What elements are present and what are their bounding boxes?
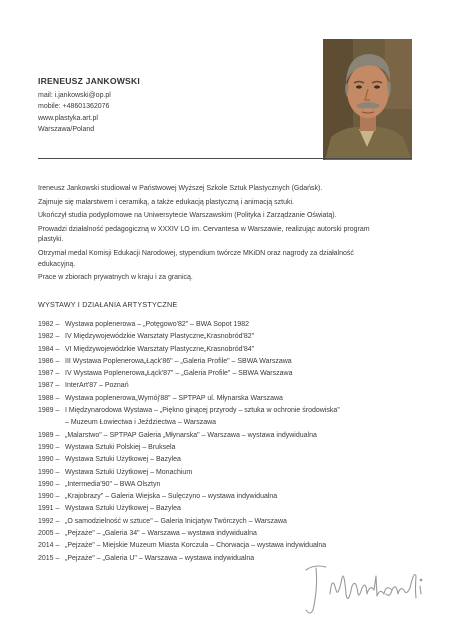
list-item-year: 2014 –	[38, 542, 60, 550]
list-item-year: 1987 –	[38, 370, 60, 378]
list-item-year: 2015 –	[38, 554, 60, 562]
list-item-text: Wystawa Sztuki Użytkowej – Bazylea	[65, 456, 181, 464]
list-item	[38, 491, 428, 503]
list-item	[38, 319, 428, 331]
list-item-year: 1990 –	[38, 443, 60, 451]
list-item-text: VI Międzywojewódzkie Warsztaty Plastyczne„Krasnobród'84"	[65, 345, 255, 353]
list-item-text: – Muzeum Łowiectwa i Jeździectwa – Warszawa	[65, 419, 217, 427]
list-item	[38, 528, 428, 540]
bio-paragraph: Ireneusz Jankowski studiował w Państwowej Wyższej Szkole Sztuk Plastycznych (Gdańsk).	[38, 185, 323, 192]
list-item	[38, 380, 428, 392]
list-item-year: 2005 –	[38, 530, 60, 538]
bio-paragraph: Otrzymał medal Komisji Edukacji Narodowej, stypendium twórcze MKiDN oraz nagrody za działalność edukacyjną.	[38, 249, 354, 268]
list-item-text: IV Wystawa Poplenerowa„Łąck'87" – „Galeria Profile" – SBWA Warszawa	[65, 370, 293, 378]
list-item-text: „Pejzaże" – Miejskie Muzeum Miasta Korczula – Chorwacja – wystawa indywidualna	[65, 542, 327, 550]
header-divider	[38, 158, 412, 159]
portrait-photo	[323, 39, 412, 160]
list-item-text: Wystawa Sztuki Użytkowej – Bazylea	[65, 505, 181, 513]
list-item-year: 1990 –	[38, 480, 60, 488]
list-item	[38, 442, 428, 454]
list-item-year: 1984 –	[38, 345, 60, 353]
bio-paragraph: Zajmuje się malarstwem i ceramiką, a także edukacją plastyczną i animacją sztuki.	[38, 198, 294, 206]
list-item-year: 1990 –	[38, 456, 60, 464]
list-item-text: „O samodzielność w sztuce" – Galeria Inicjatyw Twórczych – Warszawa	[65, 517, 287, 525]
list-item	[38, 454, 428, 466]
contact-block	[38, 90, 111, 136]
list-item-year: 1991 –	[38, 505, 60, 513]
bio-paragraph: Prowadzi działalność pedagogiczną w XXXIV LO im. Cervantesa w Warszawie, realizując autorski program plastyki.	[38, 225, 370, 244]
list-item	[38, 540, 428, 552]
contact-mail: mail: i.jankowski@op.pl	[38, 92, 111, 99]
list-item-text: „Krajobrazy" – Galeria Wiejska – Sulęczyno – wystawa indywidualna	[65, 493, 278, 501]
list-item-year: 1989 –	[38, 431, 60, 439]
list-item	[38, 516, 428, 528]
contact-location: Warszawa/Poland	[38, 126, 95, 134]
list-item	[38, 430, 428, 442]
list-item-year	[38, 417, 65, 429]
list-item	[38, 368, 428, 380]
list-item	[38, 356, 428, 368]
list-item-year: 1987 –	[38, 382, 60, 390]
list-item	[38, 405, 428, 417]
list-item-text: „Pejzaże" – „Galeria 34" – Warszawa – wystawa indywidualna	[65, 530, 257, 538]
list-item	[38, 503, 428, 515]
list-item-text: Wystawa poplenerowa – „Potęgowo'82" – BWA Sopot 1982	[65, 321, 250, 328]
list-item-year: 1982 –	[38, 321, 60, 328]
list-item-year: 1989 –	[38, 407, 60, 415]
list-item-year: 1990 –	[38, 493, 60, 501]
list-item-year: 1986 –	[38, 357, 60, 365]
list-item-text: Wystawa Sztuki Polskiej – Bruksela	[65, 443, 176, 451]
list-item	[38, 331, 428, 343]
list-item-year: 1990 –	[38, 468, 60, 476]
bio-paragraph: Ukończył studia podyplomowe na Uniwersytecie Warszawskim (Polityka i Zarządzanie Oświatą).	[38, 212, 337, 220]
list-item	[38, 479, 428, 491]
list-item-text: III Wystawa Poplenerowa„Łąck'86" – „Galeria Profile" – SBWA Warszawa	[65, 357, 292, 365]
list-item-text: „Intermedia'90" – BWA Olsztyn	[65, 480, 161, 488]
list-item-text: „Malarstwo" – SPTPAP Galeria „Młynarska" – Warszawa – wystawa indywidualna	[65, 431, 317, 439]
list-item	[38, 393, 428, 405]
list-item-text: Wystawa poplenerowa„Wymój'88" – SPTPAP ul. Młynarska Warszawa	[65, 394, 283, 402]
bio-paragraph: Prace w zbiorach prywatnych w kraju i za granicą.	[38, 274, 193, 282]
contact-website: www.plastyka.art.pl	[38, 114, 98, 122]
list-item-text: InterArt'87 – Poznań	[65, 382, 129, 390]
list-item-text: „Pejzaże" – „Galeria U" – Warszawa – wystawa indywidualna	[65, 554, 255, 562]
list-item	[38, 417, 428, 429]
list-item-text: Wystawa Sztuki Użytkowej – Monachium	[65, 468, 193, 476]
list-item-year: 1988 –	[38, 394, 60, 402]
contact-mobile: mobile: +48601362076	[38, 103, 110, 111]
exhibition-list	[38, 319, 428, 565]
bio-block	[38, 184, 378, 287]
list-item	[38, 467, 428, 479]
section-title: WYSTAWY I DZIAŁANIA ARTYSTYCZNE	[38, 300, 178, 309]
person-name: IRENEUSZ JANKOWSKI	[38, 76, 140, 86]
handwritten-signature	[300, 560, 440, 620]
list-item-year: 1982 –	[38, 333, 60, 341]
list-item	[38, 344, 428, 356]
list-item-text: IV Międzywojewódzkie Warsztaty Plastyczne„Krasnobród'82"	[65, 333, 255, 341]
list-item-year: 1992 –	[38, 517, 60, 525]
list-item-text: I Międzynarodowa Wystawa – „Piękno ginącej przyrody – sztuka w ochronie środowiska"	[65, 407, 340, 415]
